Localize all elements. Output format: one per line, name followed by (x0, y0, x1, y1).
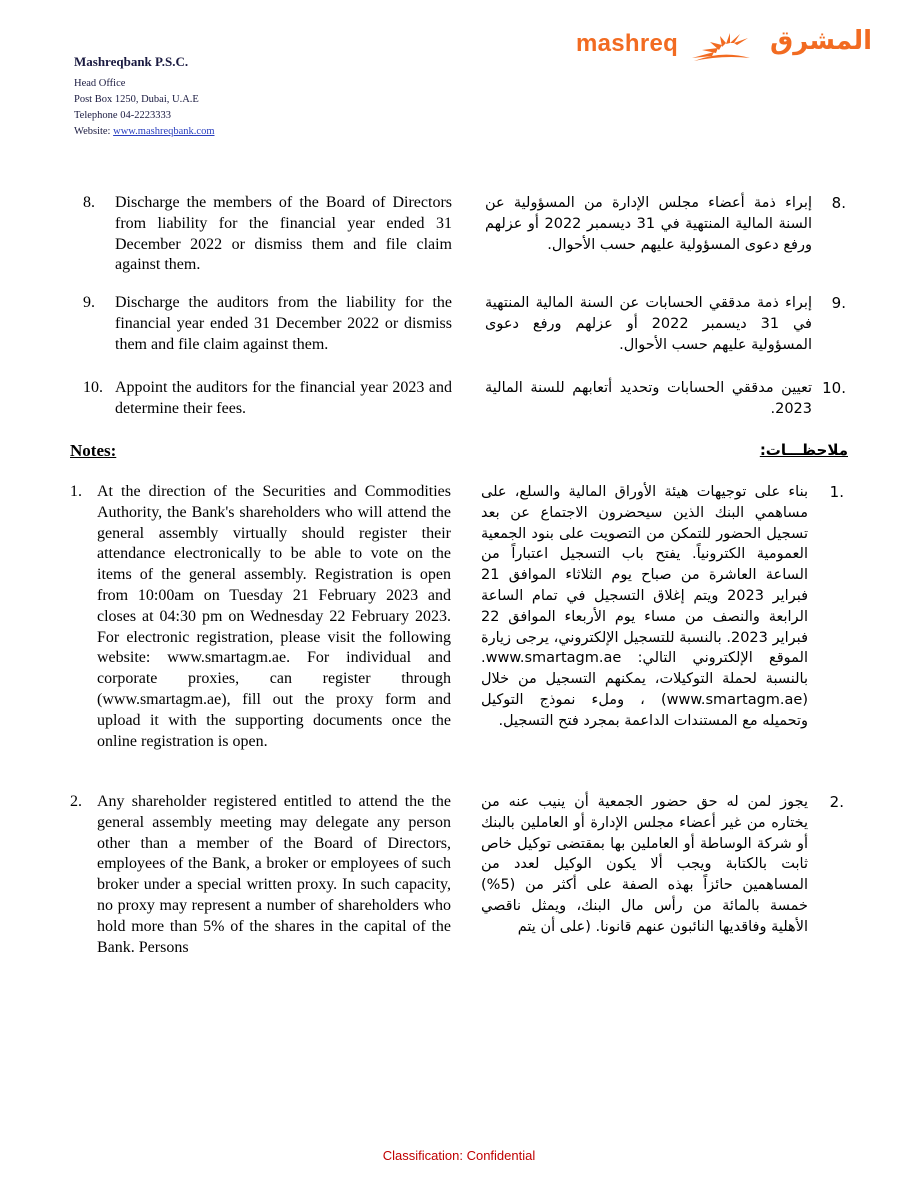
note-2-number-ar: .2 (829, 793, 844, 811)
head-office-label: Head Office (74, 78, 126, 89)
note-1-number-en: 1. (70, 483, 82, 500)
note-1-number-ar: .1 (829, 483, 844, 501)
agenda-8-number-en: 8. (83, 194, 95, 211)
note-2-text-en: Any shareholder registered entitled to attend the the general assembly meeting may delegate any person other than a member of the Board of Directors, employees of the Bank, a broker or employees of such broker under a special written proxy. In such capacity, no proxy may represent a number of shareholders who hold more than 5% of the shares in the capital of the Bank. Persons (97, 793, 451, 956)
agenda-10-text-en: Appoint the auditors for the financial year 2023 and determine their fees. (115, 379, 452, 417)
agenda-9-text-en: Discharge the auditors from the liability for the financial year ended 31 December 2022 or dismiss them and file claim against them. (115, 294, 452, 353)
sunburst-logo-icon (688, 28, 754, 64)
note-1-text-ar: بناء على توجيهات هيئة الأوراق المالية والسلع، على مساهمي البنك الذين سيحضرون الاجتماع عن بعد تسجيل الحضور للتمكن من التصويت على بنود الجمعية العمومية الكترونياً. يفتح باب التسجيل اعتباراً من الساعة العاشرة من صباح يوم الثلاثاء الموافق 21 فبراير 2023 ويتم إغلاق التسجيل في تمام الساعة الرابعة والنصف من مساء يوم الأربعاء الموافق 22 فبراير 2023. بالنسبة للتسجيل الإلكتروني، يرجى زيارة الموقع الإلكتروني التالي: www.smartagm.ae. بالنسبة لحملة التوكيلات، يمكنهم التسجيل من خلال (www.smartagm.ae) ، وملء نموذج التوكيل وتحميله مع المستندات الداعمة بمجرد فتح التسجيل. (481, 484, 808, 729)
bank-address-block (74, 54, 215, 140)
agenda-8-number-ar: .8 (831, 194, 846, 212)
website-label: Website: (74, 126, 114, 137)
note-2-text-ar: يجوز لمن له حق حضور الجمعية أن ينيب عنه من يختاره من غير أعضاء مجلس الإدارة أو العاملين بالبنك أو شركة الوساطة أو العاملين بها بمقتضى توكيل خاص ثابت بالكتابة ويجب ألا يكون الوكيل لعدد من المساهمين حائزاً بهذه الصفة على أكثر من (5%) خمسة بالمائة من رأس مال البنك، ويمثل ناقصي الأهلية وفاقديها النائبون عنهم قانونا. (على أن يتم (481, 794, 808, 935)
agenda-9-number-en: 9. (83, 294, 95, 311)
website-line (74, 124, 215, 140)
agenda-8-text-en: Discharge the members of the Board of Directors from liability for the financial year ended 31 December 2022 or dismiss them and file claim against them. (115, 194, 452, 274)
bank-name: Mashreqbank P.S.C. (74, 54, 189, 69)
logo-text-ar: المشرق (770, 26, 872, 56)
note-1-text-en: At the direction of the Securities and Commodities Authority, the Bank's shareholders who will attend the general assembly virtually should register their attendance electronically to be able to vote on the items of the general assembly. Registration is open from 10:00am on Tuesday 21 February 2023 and closes at 04:30 pm on Wednesday 22 February 2023. For electronic registration, please visit the following website: www.smartagm.ae. For individual and corporate proxies, can register through (www.smartagm.ae), fill out the proxy form and upload it with the supporting documents once the online registration is open. (97, 483, 451, 750)
notes-heading-ar: ملاحظـــات: (759, 441, 848, 459)
agenda-10-number-en: 10. (83, 379, 103, 396)
logo-text-en: mashreq (576, 30, 679, 57)
mashreq-logo (576, 24, 876, 68)
notes-heading-en: Notes: (70, 441, 117, 460)
website-link[interactable]: www.mashreqbank.com (113, 126, 215, 137)
agenda-10-text-ar: تعيين مدققي الحسابات وتحديد أتعابهم للسنة المالية 2023. (485, 380, 812, 417)
agenda-9-number-ar: .9 (831, 294, 846, 312)
postal-address: Post Box 1250, Dubai, U.A.E (74, 94, 199, 105)
telephone: Telephone 04-2223333 (74, 110, 171, 121)
classification-footer: Classification: Confidential (382, 1148, 536, 1163)
agenda-9-text-ar: إبراء ذمة مدققي الحسابات عن السنة المالية المنتهية في 31 ديسمبر 2022 أو عزلهم ورفع دعوى المسؤولية عليهم حسب الأحوال. (485, 295, 812, 353)
note-2-number-en: 2. (70, 793, 82, 810)
agenda-8-text-ar: إبراء ذمة أعضاء مجلس الإدارة من المسؤولية عن السنة المالية المنتهية في 31 ديسمبر 2022 أو عزلهم ورفع دعوى المسؤولية عليهم حسب الأحوال. (485, 195, 813, 253)
agenda-10-number-ar: .10 (822, 379, 846, 397)
